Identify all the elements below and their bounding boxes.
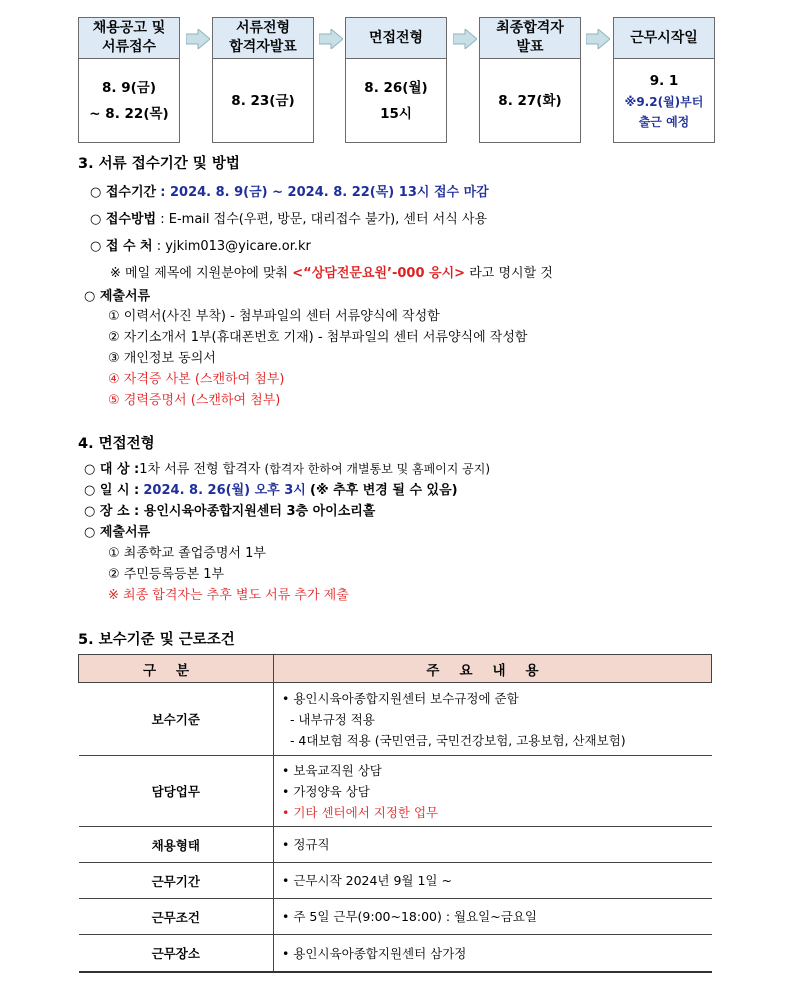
- method-value: : E-mail 접수(우편, 방문, 대리접수 불가), 센터 서식 사용: [160, 212, 488, 227]
- row-value: • 주 5일 근무(9:00~18:00) : 월요일~금요일: [274, 899, 712, 935]
- step-title: 근무시작일: [614, 18, 714, 59]
- row-key: 채용형태: [79, 827, 274, 863]
- row-value: [274, 756, 712, 827]
- email-subject-note: [110, 262, 553, 281]
- doc-item: ③ 개인정보 동의서: [108, 351, 216, 366]
- step-date-end: ~ 8. 22(목): [89, 105, 169, 122]
- table-header-row: [79, 655, 712, 683]
- row-key: 근무기간: [79, 863, 274, 899]
- step-date: 8. 26(월): [364, 79, 428, 96]
- interview-doc-item: ② 주민등록등본 1부: [108, 567, 225, 582]
- row-key: 보수기준: [79, 683, 274, 756]
- row-line: - 4대보험 적용 (국민연금, 국민건강보험, 고용보험, 산재보험): [282, 732, 626, 748]
- interview-datetime: [84, 479, 458, 498]
- header-content: 주요내용: [274, 655, 712, 683]
- doc-item: ① 이력서(사진 부착) - 첨부파일의 센터 서류양식에 작성함: [108, 309, 440, 324]
- email-address: : yjkim013@yicare.or.kr: [156, 239, 311, 254]
- step-title: 면접전형: [346, 18, 446, 59]
- recruitment-timeline: [78, 17, 714, 142]
- arrow-right-icon: [586, 29, 610, 49]
- method-label: ○ 접수방법: [90, 212, 157, 227]
- timeline-step-start-date: [613, 17, 715, 143]
- note-highlight: <“상담전문요원’-000 응시>: [292, 266, 466, 281]
- interview-doc-note: ※ 최종 합격자는 추후 별도 서류 추가 제출: [108, 588, 349, 603]
- step-date: 8. 9(금): [102, 79, 156, 96]
- step-date: 8. 23(금): [231, 92, 295, 109]
- interview-docs-label: ○ 제출서류: [84, 525, 151, 540]
- interview-place: [84, 500, 375, 519]
- target-note: (합격자 한하여 개별통보 및 홈페이지 공지): [264, 462, 491, 476]
- row-key: 근무장소: [79, 935, 274, 973]
- row-line: • 용인시육아종합지원센터 보수규정에 준함: [282, 690, 519, 706]
- step-title: 채용공고 및 서류접수: [79, 18, 179, 59]
- target-label: ○ 대 상 :: [84, 462, 140, 477]
- date-value: 2024. 8. 26(월) 오후 3시: [143, 483, 306, 498]
- timeline-step-final-result: [479, 17, 581, 143]
- period-label: ○ 접수기간: [90, 185, 157, 200]
- application-place: [90, 235, 311, 254]
- docs-label: ○ 제출서류: [84, 289, 151, 304]
- interview-doc-item: ① 최종학교 졸업증명서 1부: [108, 546, 266, 561]
- period-value: : 2024. 8. 9(금) ~ 2024. 8. 22(목) 13시 접수 마감: [160, 185, 489, 200]
- table-row: [79, 756, 712, 827]
- step-title: 최종합격자 발표: [480, 18, 580, 59]
- header-category: 구분: [79, 655, 274, 683]
- note-prefix: ※ 메일 제목에 지원분야에 맞춰: [110, 266, 289, 281]
- row-line: - 내부규정 적용: [282, 711, 375, 727]
- timeline-step-interview: [345, 17, 447, 143]
- table-row: [79, 827, 712, 863]
- table-row: [79, 899, 712, 935]
- interview-target: [84, 458, 490, 477]
- row-key: 근무조건: [79, 899, 274, 935]
- row-key: 담당업무: [79, 756, 274, 827]
- doc-item-red: ⑤ 경력증명서 (스캔하여 첨부): [108, 393, 281, 408]
- place-label: ○ 장 소 :: [84, 504, 140, 519]
- doc-item-red: ④ 자격증 사본 (스캔하여 첨부): [108, 372, 285, 387]
- row-value: • 정규직: [274, 827, 712, 863]
- section5-title: 5. 보수기준 및 근로조건: [78, 632, 235, 648]
- row-line-red: • 기타 센터에서 지정한 업무: [282, 804, 439, 820]
- table-row: [79, 935, 712, 973]
- step-date: 8. 27(화): [498, 92, 562, 109]
- row-value: [274, 683, 712, 756]
- date-label: ○ 일 시 :: [84, 483, 140, 498]
- step-date: 9. 1: [649, 72, 679, 89]
- step-time: 15시: [380, 105, 412, 122]
- note-suffix: 라고 명시할 것: [469, 266, 553, 281]
- row-value: • 용인시육아종합지원센터 삼가정: [274, 935, 712, 973]
- arrow-right-icon: [453, 29, 477, 49]
- timeline-step-document-result: [212, 17, 314, 143]
- table-row: [79, 863, 712, 899]
- row-line: • 가정양육 상담: [282, 783, 370, 799]
- row-value: • 근무시작 2024년 9월 1일 ~: [274, 863, 712, 899]
- place-value: 용인시육아종합지원센터 3층 아이소리홀: [143, 504, 376, 519]
- arrow-right-icon: [186, 29, 210, 49]
- work-conditions-table: [78, 654, 712, 973]
- section3-title: 3. 서류 접수기간 및 방법: [78, 156, 240, 172]
- step-note: ※9.2(월)부터 출근 예정: [624, 94, 704, 129]
- arrow-right-icon: [319, 29, 343, 49]
- step-title: 서류전형 합격자발표: [213, 18, 313, 59]
- section4-title: 4. 면접전형: [78, 436, 155, 452]
- doc-item: ② 자기소개서 1부(휴대폰번호 기재) - 첨부파일의 센터 서류양식에 작성함: [108, 330, 528, 345]
- target-value: 1차 서류 전형 합격자: [139, 462, 261, 477]
- table-row: [79, 683, 712, 756]
- date-note: (※ 추후 변경 될 수 있음): [310, 483, 458, 498]
- row-line: • 보육교직원 상담: [282, 762, 382, 778]
- application-period: [90, 181, 489, 200]
- application-method: [90, 208, 487, 227]
- timeline-step-application: [78, 17, 180, 143]
- place-label: ○ 접 수 처: [90, 239, 153, 254]
